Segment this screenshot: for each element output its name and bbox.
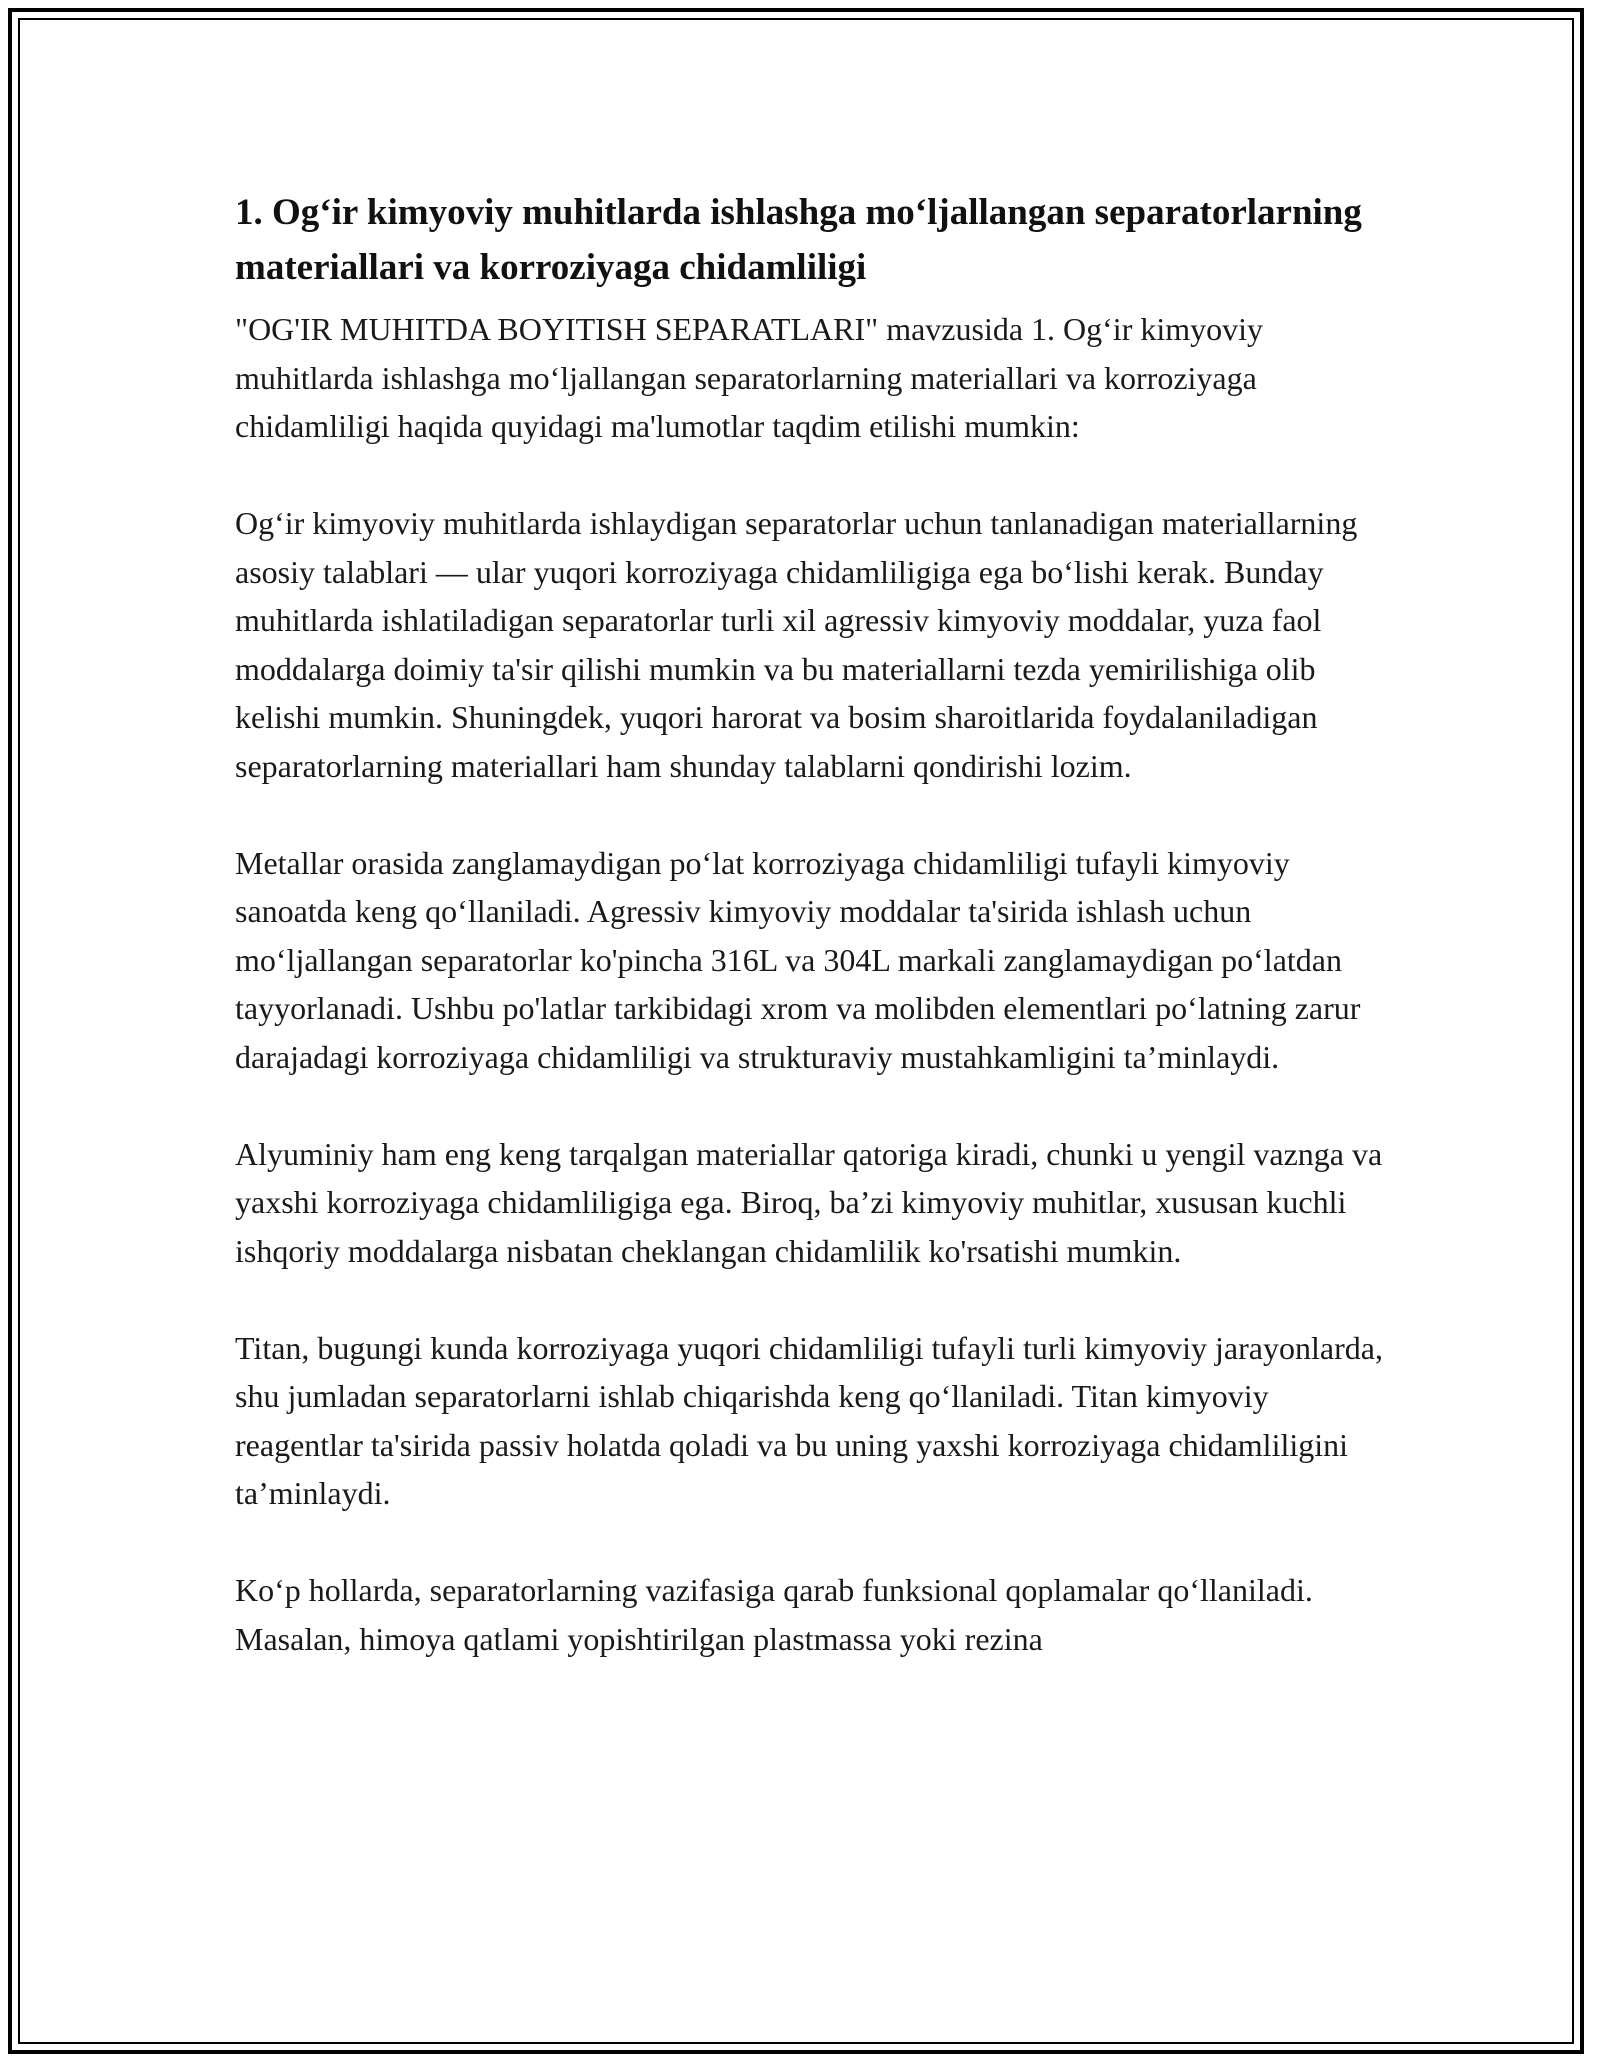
paragraph-coatings: Ko‘p hollarda, separatorlarning vazifasiga qarab funksional qoplamalar qo‘llaniladi. Masalan, himoya qatlami yopishtirilgan plastmassa yoki rezina	[235, 1572, 1313, 1657]
paragraph-aluminium: Alyuminiy ham eng keng tarqalgan materiallar qatoriga kiradi, chunki u yengil vaznga va yaxshi korroziyaga chidamliligiga ega. Biroq, ba’zi kimyoviy muhitlar, xususan kuchli ishqoriy moddalarga nisbatan cheklangan chidamlilik ko'rsatishi mumkin.	[235, 1135, 1383, 1269]
document-title: 1. Og‘ir kimyoviy muhitlarda ishlashga mo‘ljallangan separatorlarning materiallari va korroziyaga chidamliligi	[235, 192, 1362, 288]
document-body	[235, 185, 1395, 1712]
paragraph-stainless-steel: Metallar orasida zanglamaydigan po‘lat korroziyaga chidamliligi tufayli kimyoviy sanoatda keng qo‘llaniladi. Agressiv kimyoviy moddalar ta'sirida ishlash uchun mo‘ljallangan separatorlar ko'pincha 316L va 304L markali zanglamaydigan po‘latdan tayyorlanadi. Ushbu po'latlar tarkibidagi xrom va molibden elementlari po‘latning zarur darajadagi korroziyaga chidamliligi va strukturaviy mustahkamligini ta’minlaydi.	[235, 844, 1361, 1075]
paragraph-requirements: Og‘ir kimyoviy muhitlarda ishlaydigan separatorlar uchun tanlanadigan materiallarning asosiy talablari — ular yuqori korroziyaga chidamliligiga ega bo‘lishi kerak. Bunday muhitlarda ishlatiladigan separatorlar turli xil agressiv kimyoviy moddalar, yuza faol moddalarga doimiy ta'sir qilishi mumkin va bu materiallarni tezda yemirilishiga olib kelishi mumkin. Shuningdek, yuqori harorat va bosim sharoitlarida foydalaniladigan separatorlarning materiallari ham shunday talablarni qondirishi lozim.	[235, 505, 1358, 784]
paragraph-titanium: Titan, bugungi kunda korroziyaga yuqori chidamliligi tufayli turli kimyoviy jarayonlarda, shu jumladan separatorlarni ishlab chiqarishda keng qo‘llaniladi. Titan kimyoviy reagentlar ta'sirida passiv holatda qoladi va bu uning yaxshi korroziyaga chidamliligini ta’minlaydi.	[235, 1329, 1383, 1511]
paragraph-intro: "OG'IR MUHITDA BOYITISH SEPARATLARI" mavzusida 1. Og‘ir kimyoviy muhitlarda ishlashga mo‘ljallangan separatorlarning materiallari va korroziyaga chidamliligi haqida quyidagi ma'lumotlar taqdim etilishi mumkin:	[235, 311, 1264, 444]
